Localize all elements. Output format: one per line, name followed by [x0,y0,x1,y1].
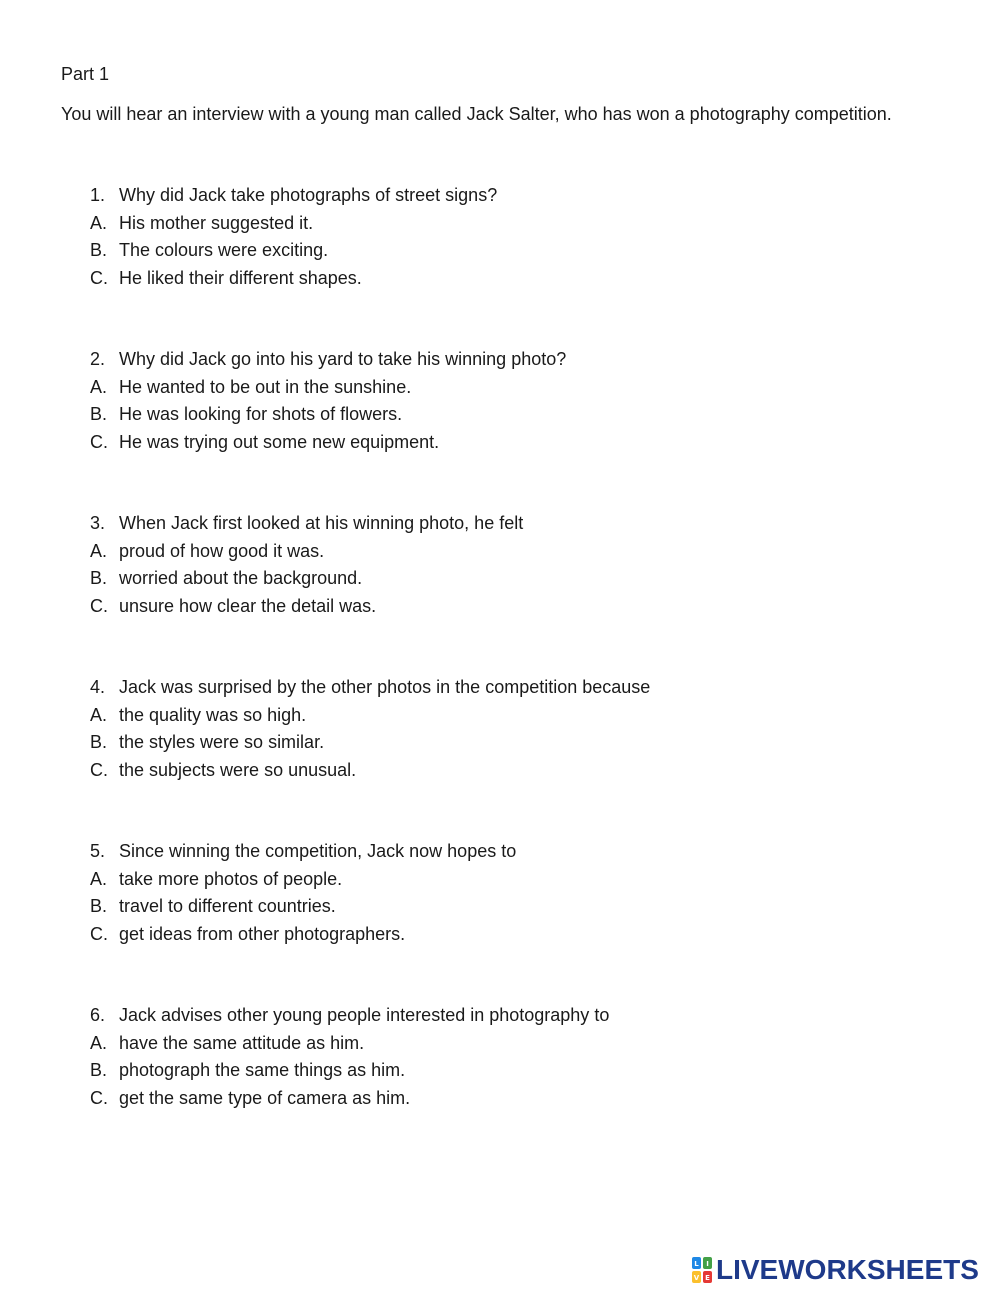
question-text: Why did Jack take photographs of street signs? [119,185,498,205]
svg-text:L: L [694,1260,699,1268]
question-number: 5. [90,841,106,861]
question-number: 1. [90,185,106,205]
option-letter: B. [90,240,108,260]
question-text: When Jack first looked at his winning photo, he felt [119,513,524,533]
option-text: worried about the background. [119,568,363,588]
option-text: the subjects were so unusual. [119,760,357,780]
option-text: the quality was so high. [119,705,307,725]
option-text: His mother suggested it. [119,213,314,233]
intro-text: You will hear an interview with a young man called Jack Salter, who has won a photography competition. [61,104,892,124]
option-letter: B. [90,568,108,588]
option-text: photograph the same things as him. [119,1060,406,1080]
option-text: He liked their different shapes. [119,268,362,288]
part-title: Part 1 [61,64,110,84]
option-text: get the same type of camera as him. [119,1088,411,1108]
question-number: 3. [90,513,106,533]
option-letter: B. [90,732,108,752]
option-letter: C. [90,596,108,616]
option-text: have the same attitude as him. [119,1033,365,1053]
liveworksheets-logo [692,1255,979,1285]
option-text: unsure how clear the detail was. [119,596,377,616]
option-letter: C. [90,924,108,944]
option-letter: A. [90,705,108,725]
option-letter: C. [90,268,108,288]
liveworksheets-logo-text: LIVEWORKSHEETS [716,1254,979,1285]
liveworksheets-logo-icon [692,1257,712,1283]
option-letter: B. [90,1060,108,1080]
option-text: He wanted to be out in the sunshine. [119,377,412,397]
svg-text:E: E [705,1274,710,1282]
question-text: Jack was surprised by the other photos in the competition because [119,677,651,697]
question-text: Jack advises other young people interested in photography to [119,1005,610,1025]
option-text: get ideas from other photographers. [119,924,406,944]
option-letter: C. [90,1088,108,1108]
question-number: 6. [90,1005,106,1025]
option-letter: A. [90,869,108,889]
option-letter: A. [90,1033,108,1053]
option-letter: C. [90,432,108,452]
svg-text:V: V [693,1274,700,1282]
svg-text:I: I [706,1260,709,1268]
option-letter: A. [90,541,108,561]
question-text: Why did Jack go into his yard to take his winning photo? [119,349,567,369]
option-letter: A. [90,377,108,397]
option-text: The colours were exciting. [119,240,329,260]
question-number: 2. [90,349,106,369]
option-text: He was trying out some new equipment. [119,432,440,452]
option-text: take more photos of people. [119,869,343,889]
option-letter: B. [90,896,108,916]
option-text: travel to different countries. [119,896,336,916]
option-text: the styles were so similar. [119,732,325,752]
option-text: He was looking for shots of flowers. [119,404,403,424]
option-letter: A. [90,213,108,233]
option-letter: C. [90,760,108,780]
question-text: Since winning the competition, Jack now hopes to [119,841,517,861]
question-number: 4. [90,677,106,697]
option-text: proud of how good it was. [119,541,325,561]
option-letter: B. [90,404,108,424]
